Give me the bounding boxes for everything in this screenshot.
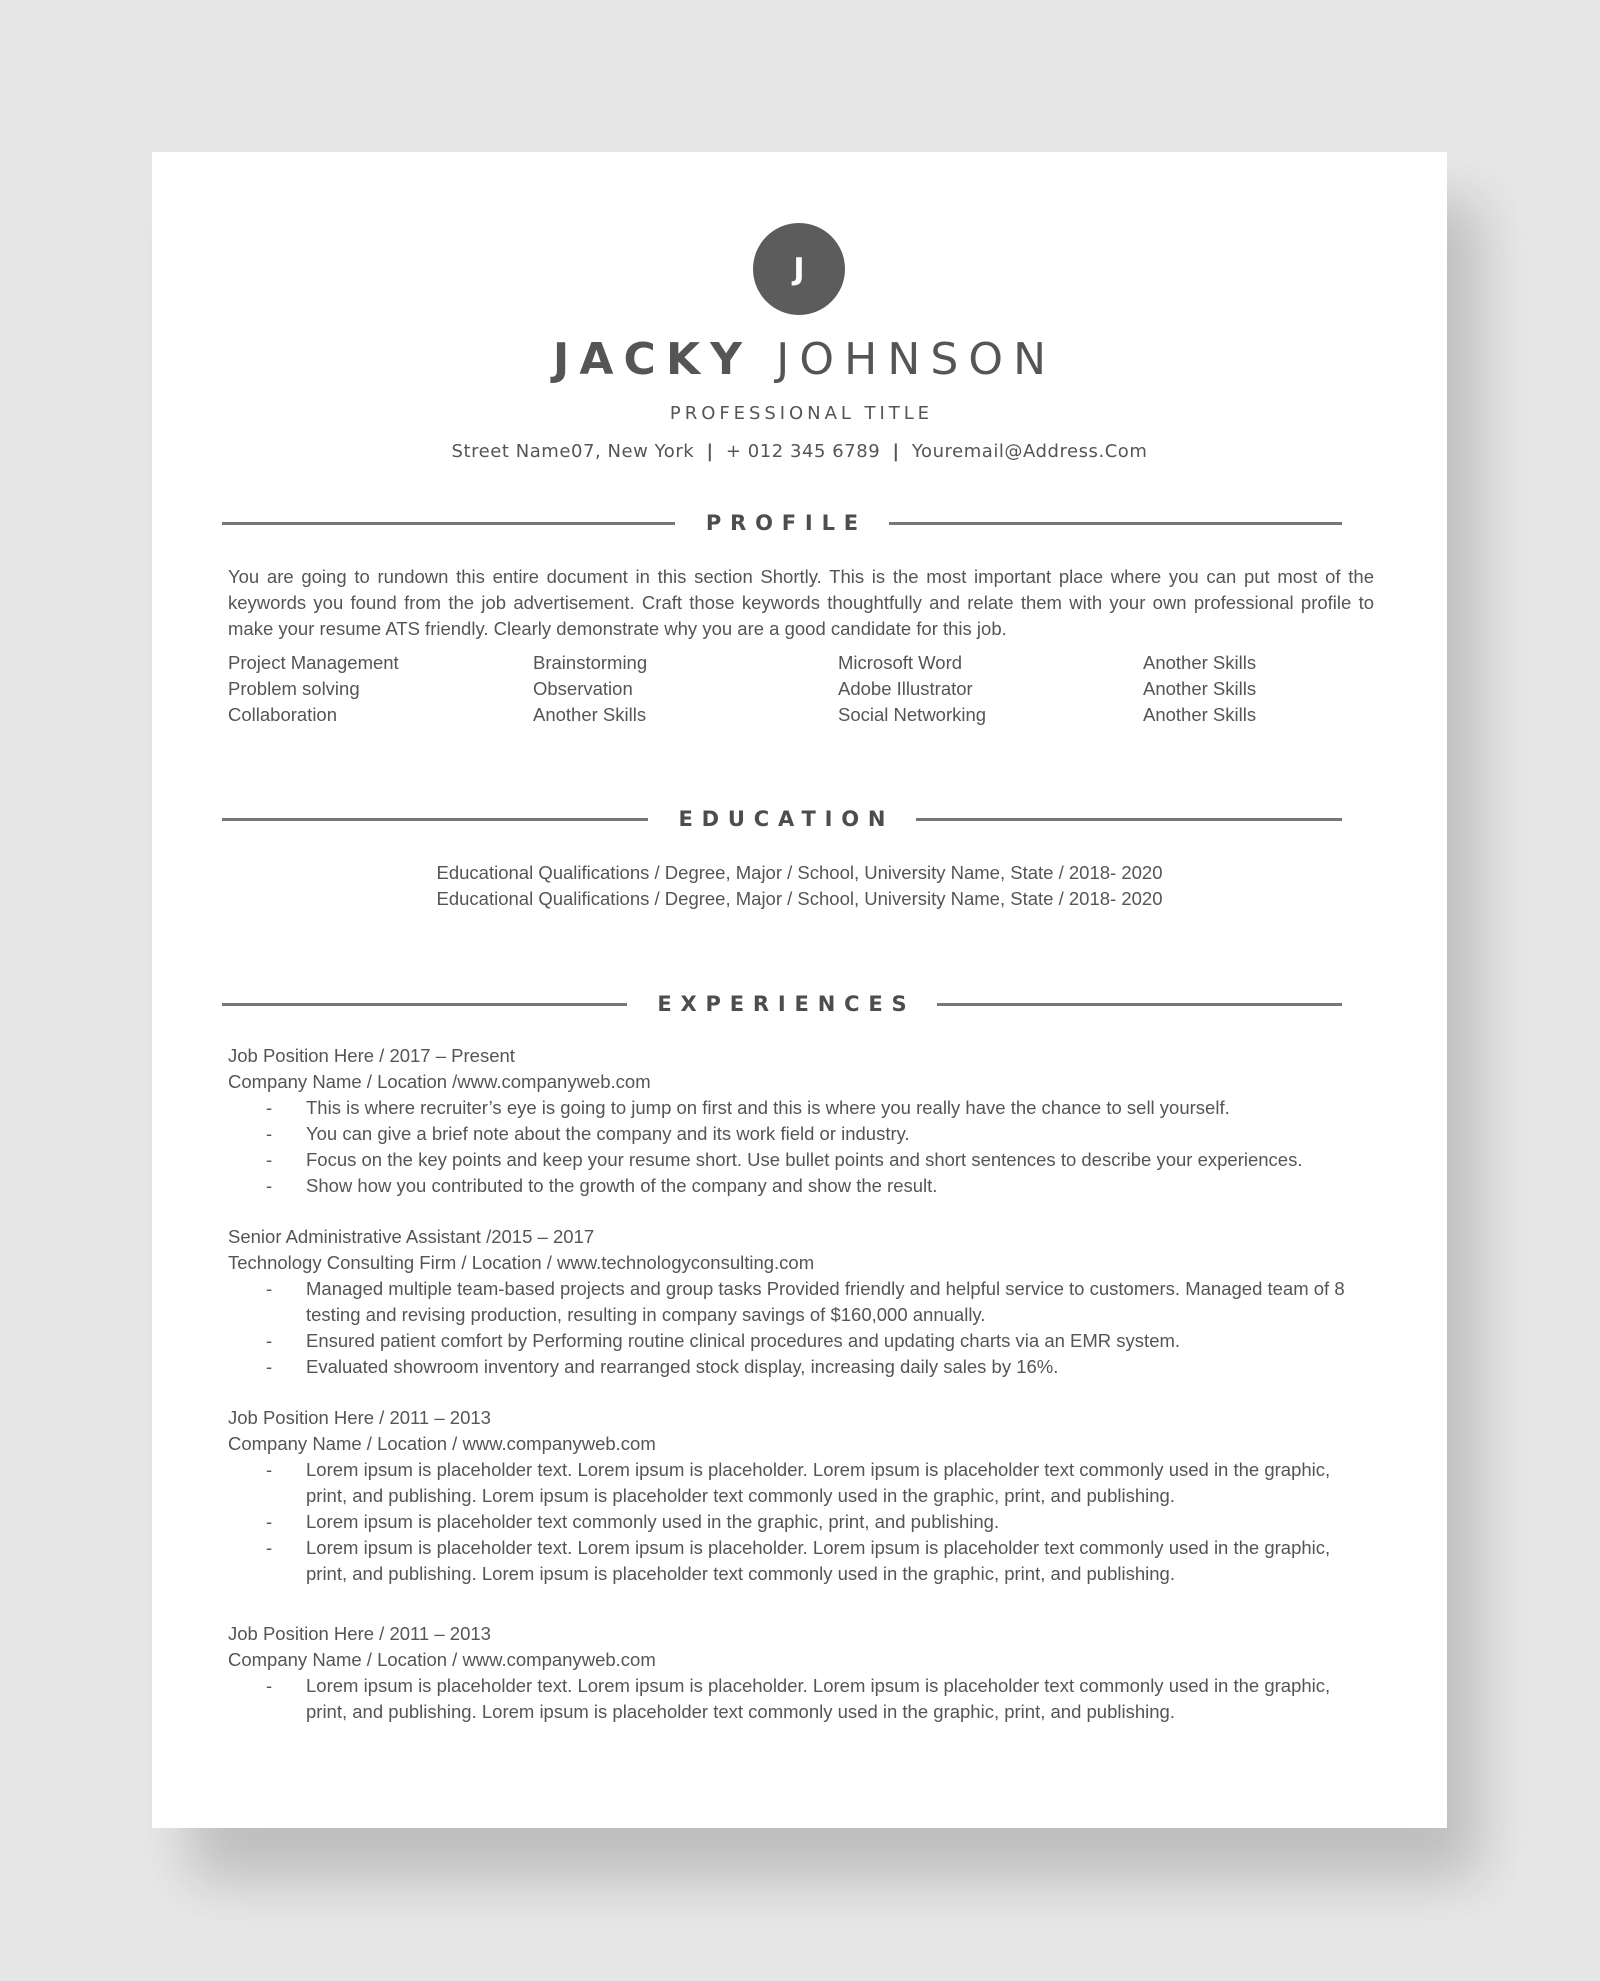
bullet-text: This is where recruiter’s eye is going to jump on first and this is where you really have the chance to sell yourself. <box>306 1097 1230 1118</box>
job-company: Company Name / Location / www.companyweb.com <box>228 1433 656 1454</box>
bullet-text: Show how you contributed to the growth of the company and show the result. <box>306 1175 938 1196</box>
professional-title: PROFESSIONAL TITLE <box>669 403 934 424</box>
bullet-text: Lorem ipsum is placeholder text. Lorem ipsum is placeholder. Lorem ipsum is placeholder text commonly used in the graphic, print, and publishing. Lorem ipsum is placeholder text commonly used in the graphic, print, and publishing. <box>306 1675 1331 1722</box>
skill-item: Another Skills <box>1143 704 1257 725</box>
skill-item: Another Skills <box>1143 652 1257 673</box>
job-bullet <box>228 1328 1374 1354</box>
job-position: Senior Administrative Assistant /2015 – 2017 <box>228 1226 595 1247</box>
dash-bullet-icon: - <box>266 1675 273 1696</box>
job-bullets <box>228 1457 1374 1587</box>
skill-item: Another Skills <box>533 704 647 725</box>
job-position: Job Position Here / 2017 – Present <box>228 1045 515 1066</box>
experience-entry <box>228 1621 1374 1725</box>
contact-separator: | <box>892 441 900 462</box>
full-name <box>152 335 1447 385</box>
section-heading-education: EDUCATION <box>678 807 895 831</box>
bullet-text: Evaluated showroom inventory and rearranged stock display, increasing daily sales by 16%. <box>306 1356 1059 1377</box>
job-company: Company Name / Location / www.companyweb.com <box>228 1649 656 1670</box>
dash-bullet-icon: - <box>266 1537 273 1558</box>
bullet-text: Lorem ipsum is placeholder text. Lorem ipsum is placeholder. Lorem ipsum is placeholder text commonly used in the graphic, print, and publishing. Lorem ipsum is placeholder text commonly used in the graphic, print, and publishing. <box>306 1459 1331 1506</box>
skills-grid <box>228 650 1448 728</box>
last-name: JOHNSON <box>776 334 1057 385</box>
skill-item: Observation <box>533 678 633 699</box>
profile-summary: You are going to rundown this entire document in this section Shortly. This is the most important place where you can put most of the keywords you found from the job advertisement. Craft those keywords thoughtfully and relate them with your own professional profile to make your resume ATS friendly. Clearly demonstrate why you are a good candidate for this job. <box>228 566 1374 639</box>
skill-item: Project Management <box>228 652 399 673</box>
skill-item: Another Skills <box>1143 678 1257 699</box>
resume-page <box>152 152 1447 1828</box>
job-bullet <box>228 1147 1374 1173</box>
dash-bullet-icon: - <box>266 1175 273 1196</box>
section-rule-right <box>889 522 1342 525</box>
job-position: Job Position Here / 2011 – 2013 <box>228 1407 491 1428</box>
experience-entry <box>228 1405 1374 1587</box>
dash-bullet-icon: - <box>266 1278 273 1299</box>
education-entry: Educational Qualifications / Degree, Major / School, University Name, State / 2018- 2020 <box>436 888 1163 909</box>
skill-item: Microsoft Word <box>838 652 963 673</box>
skill-item: Social Networking <box>838 704 987 725</box>
skill-item: Brainstorming <box>533 652 648 673</box>
skill-item: Problem solving <box>228 678 360 699</box>
job-bullet <box>228 1095 1374 1121</box>
skill-item: Adobe Illustrator <box>838 678 973 699</box>
dash-bullet-icon: - <box>266 1149 273 1170</box>
job-bullet <box>228 1276 1374 1328</box>
experience-entry <box>228 1224 1374 1380</box>
contact-separator: | <box>706 441 714 462</box>
dash-bullet-icon: - <box>266 1459 273 1480</box>
job-bullet <box>228 1509 1374 1535</box>
job-bullet <box>228 1457 1374 1509</box>
job-bullet <box>228 1354 1374 1380</box>
contact-address: Street Name07, New York <box>451 441 695 462</box>
dash-bullet-icon: - <box>266 1511 273 1532</box>
section-heading-experiences: EXPERIENCES <box>657 992 916 1016</box>
section-rule-right <box>937 1003 1342 1006</box>
section-rule-right <box>916 818 1342 821</box>
dash-bullet-icon: - <box>266 1097 273 1118</box>
job-bullet <box>228 1673 1374 1725</box>
job-bullet <box>228 1535 1374 1587</box>
bullet-text: Managed multiple team-based projects and group tasks Provided friendly and helpful service to customers. Managed team of 8 testing and revising production, resulting in company savings of $160,000 annually. <box>306 1278 1345 1325</box>
job-position: Job Position Here / 2011 – 2013 <box>228 1623 491 1644</box>
dash-bullet-icon: - <box>266 1356 273 1377</box>
job-bullets <box>228 1276 1374 1380</box>
dash-bullet-icon: - <box>266 1330 273 1351</box>
experiences-section-header <box>222 989 1342 1019</box>
contact-line <box>152 439 1447 465</box>
experience-entry <box>228 1043 1374 1199</box>
bullet-text: Lorem ipsum is placeholder text. Lorem ipsum is placeholder. Lorem ipsum is placeholder text commonly used in the graphic, print, and publishing. Lorem ipsum is placeholder text commonly used in the graphic, print, and publishing. <box>306 1537 1331 1584</box>
job-bullets <box>228 1673 1374 1725</box>
bullet-text: Focus on the key points and keep your resume short. Use bullet points and short sentences to describe your experiences. <box>306 1149 1303 1170</box>
section-rule-left <box>222 818 648 821</box>
job-bullet <box>228 1121 1374 1147</box>
contact-phone: + 012 345 6789 <box>725 441 881 462</box>
bullet-text: Ensured patient comfort by Performing routine clinical procedures and updating charts via an EMR system. <box>306 1330 1181 1351</box>
bullet-text: You can give a brief note about the company and its work field or industry. <box>306 1123 910 1144</box>
avatar-initial: J <box>793 251 805 287</box>
job-company: Technology Consulting Firm / Location / www.technologyconsulting.com <box>228 1252 815 1273</box>
education-list <box>152 860 1447 912</box>
education-section-header <box>222 804 1342 834</box>
bullet-text: Lorem ipsum is placeholder text commonly used in the graphic, print, and publishing. <box>306 1511 1000 1532</box>
section-rule-left <box>222 1003 627 1006</box>
section-rule-left <box>222 522 675 525</box>
job-company: Company Name / Location /www.companyweb.com <box>228 1071 651 1092</box>
first-name: JACKY <box>552 334 753 385</box>
education-entry: Educational Qualifications / Degree, Major / School, University Name, State / 2018- 2020 <box>436 862 1163 883</box>
section-heading-profile: PROFILE <box>705 511 867 535</box>
skill-item: Collaboration <box>228 704 338 725</box>
job-bullets <box>228 1095 1374 1199</box>
initial-avatar <box>753 223 845 315</box>
job-bullet <box>228 1173 1374 1199</box>
contact-email: Youremail@Address.Com <box>911 441 1148 462</box>
profile-section-header <box>222 508 1342 538</box>
dash-bullet-icon: - <box>266 1123 273 1144</box>
